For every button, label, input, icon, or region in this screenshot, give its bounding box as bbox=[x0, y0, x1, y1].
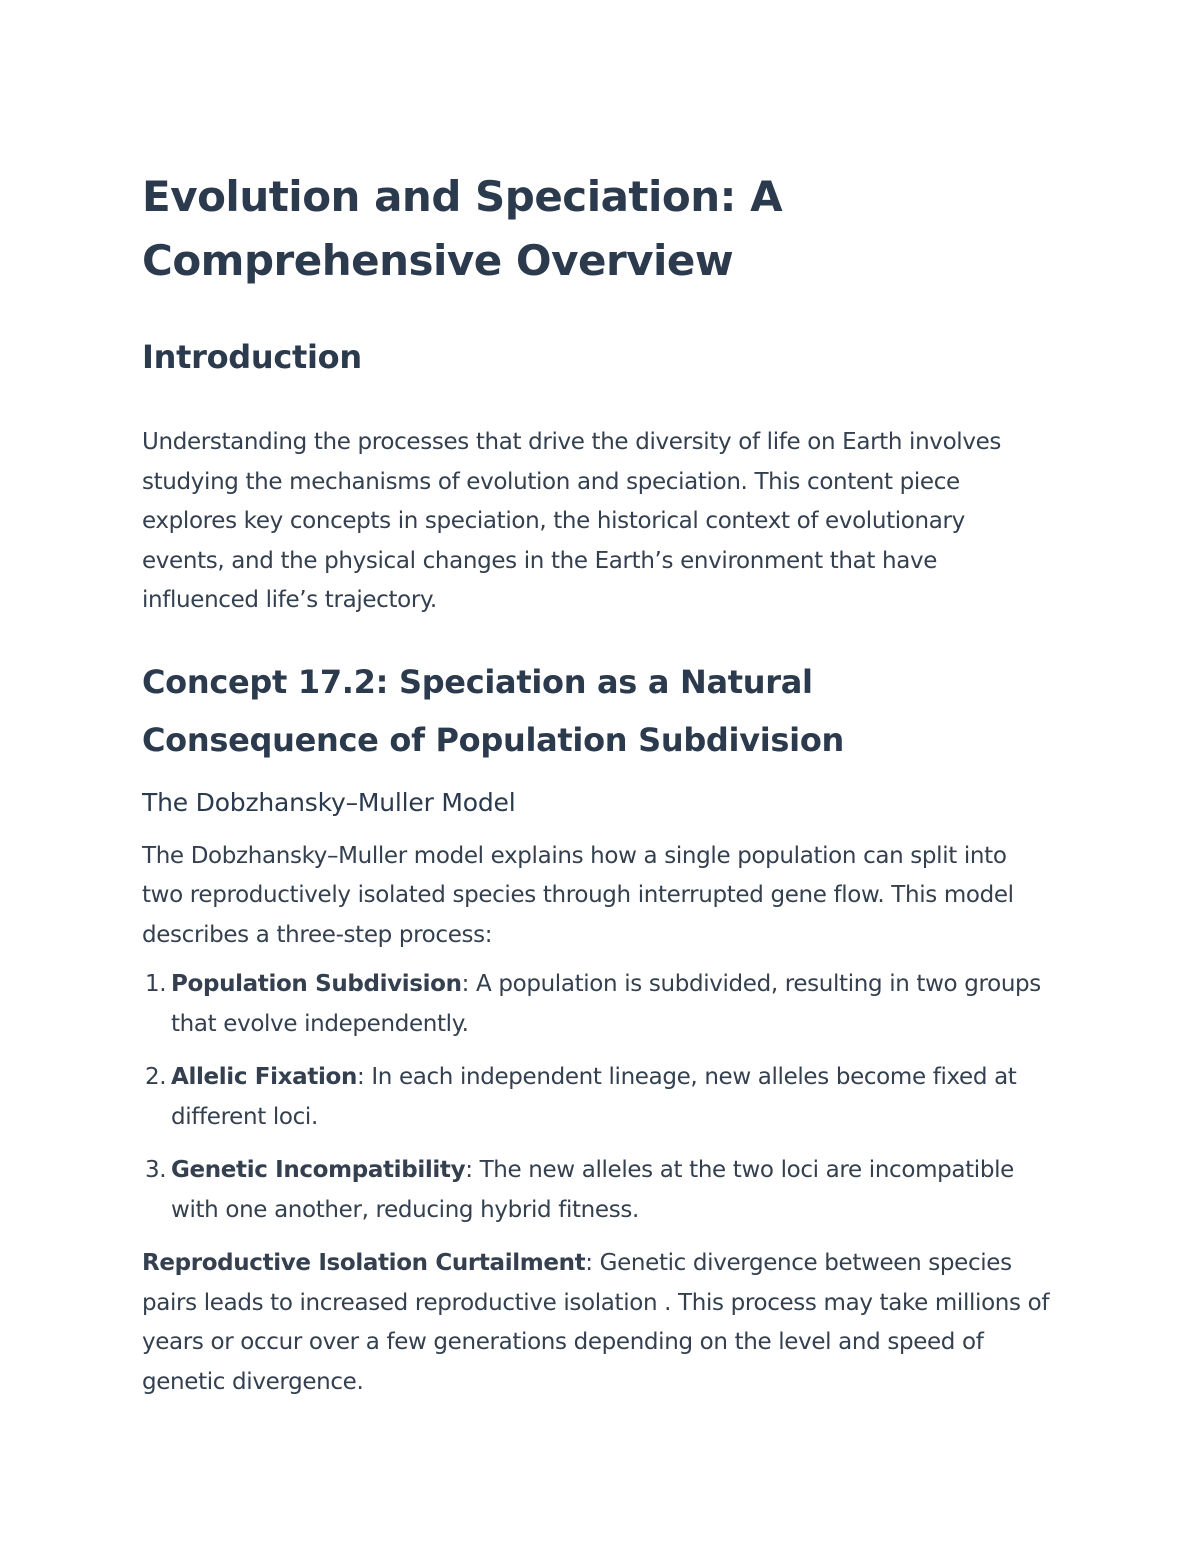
steps-list bbox=[142, 965, 1052, 1230]
introduction-paragraph: Understanding the processes that drive the diversity of life on Earth involves studying the mechanisms of evolution and speciation. This content piece explores key concepts in speciation, the historical context of evolutionary events, and the physical changes in the Earth’s environment that have influenced life’s trajectory. bbox=[142, 429, 1002, 613]
list-item-number: 1. bbox=[145, 971, 167, 997]
isolation-description: : Genetic divergence between species pairs leads to increased reproductive isolation . This process may take millions of years or occur over a few generations depending on the level and speed of genetic divergence. bbox=[142, 1250, 1050, 1395]
model-subheading: The Dobzhansky–Muller Model bbox=[142, 787, 516, 817]
concept-heading: Concept 17.2: Speciation as a Natural Consequence of Population Subdivision bbox=[142, 662, 845, 759]
isolation-paragraph bbox=[142, 1244, 1052, 1402]
list-item-term: Population Subdivision bbox=[171, 971, 462, 997]
list-item bbox=[142, 965, 1052, 1044]
introduction-heading: Introduction bbox=[142, 338, 362, 376]
list-item-description: : The new alleles at the two loci are incompatible with one another, reducing hybrid fitness. bbox=[171, 1157, 1014, 1223]
document-title: Evolution and Speciation: A Comprehensive Overview bbox=[142, 172, 783, 285]
list-item bbox=[142, 1058, 1052, 1137]
list-item-number: 2. bbox=[145, 1064, 167, 1090]
list-item-description: : In each independent lineage, new alleles become fixed at different loci. bbox=[171, 1064, 1017, 1130]
list-item-term: Allelic Fixation bbox=[171, 1064, 357, 1090]
model-paragraph: The Dobzhansky–Muller model explains how a single population can split into two reproductively isolated species through interrupted gene flow. This model describes a three-step process: bbox=[142, 842, 1014, 948]
list-item-number: 3. bbox=[145, 1157, 167, 1183]
list-item-description: : A population is subdivided, resulting in two groups that evolve independently. bbox=[171, 971, 1041, 1037]
document-page bbox=[142, 165, 1052, 1402]
isolation-term: Reproductive Isolation Curtailment bbox=[142, 1250, 586, 1276]
list-item bbox=[142, 1151, 1052, 1230]
list-item-term: Genetic Incompatibility bbox=[171, 1157, 466, 1183]
